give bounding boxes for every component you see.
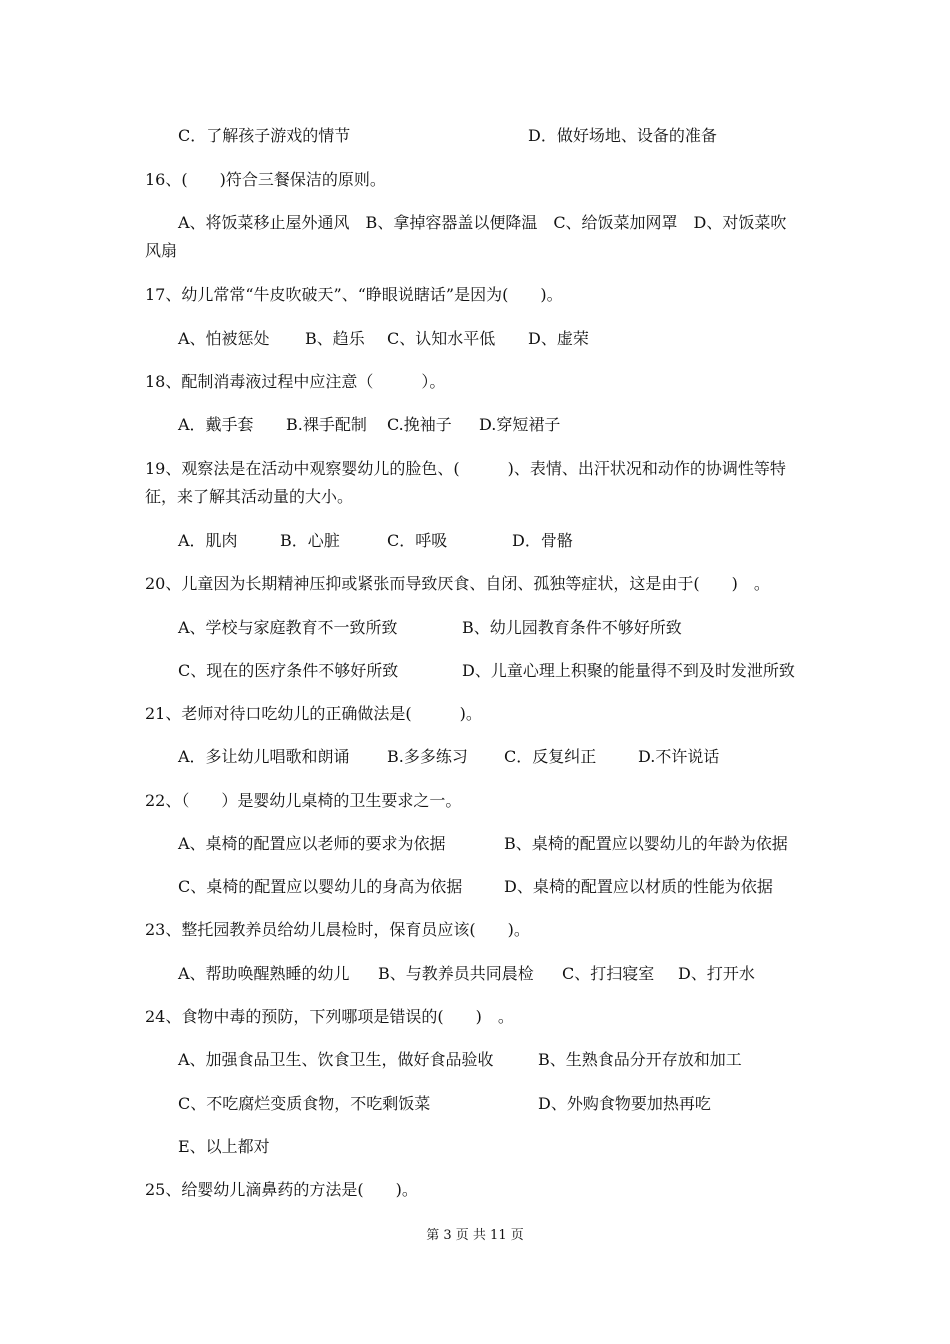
option-23d: D、打开水 [678, 964, 755, 983]
option-24b: B、生熟食品分开存放和加工 [538, 1050, 742, 1069]
option-18d: D.穿短裙子 [479, 415, 561, 434]
question-16: 16、( )符合三餐保洁的原则。 [145, 170, 386, 189]
option-24d: D、外购食物要加热再吃 [538, 1094, 711, 1113]
option-18a: A．戴手套 [178, 415, 254, 434]
question-23: 23、整托园教养员给幼儿晨检时，保育员应该( )。 [145, 920, 530, 939]
option-21b: B.多多练习 [387, 747, 468, 766]
option-24a: A、加强食品卫生、饮食卫生，做好食品验收 [178, 1050, 494, 1069]
option-19d: D．骨骼 [512, 531, 573, 550]
option-17b: B、趋乐 [305, 329, 365, 348]
option-20a: A、学校与家庭教育不一致所致 [178, 618, 398, 637]
question-24: 24、食物中毒的预防，下列哪项是错误的( ) 。 [145, 1007, 514, 1026]
option-17a: A、怕被惩处 [178, 329, 270, 348]
question-20: 20、儿童因为长期精神压抑或紧张而导致厌食、自闭、孤独等症状，这是由于( ) 。 [145, 574, 770, 593]
question-19: 19、观察法是在活动中观察婴幼儿的脸色、( )、表情、出汗状况和动作的协调性等特 [145, 459, 786, 478]
page-footer: 第 3 页 共 11 页 [426, 1228, 524, 1243]
option-21c: C．反复纠正 [504, 747, 597, 766]
option-17d: D、虚荣 [528, 329, 589, 348]
question-21: 21、老师对待口吃幼儿的正确做法是( )。 [145, 704, 482, 723]
question-25: 25、给婴幼儿滴鼻药的方法是( )。 [145, 1180, 418, 1199]
option-23a: A、帮助唤醒熟睡的幼儿 [178, 964, 350, 983]
option-24e: E、以上都对 [178, 1137, 270, 1156]
options-16: A、将饭菜移止屋外通风 B、拿掉容器盖以便降温 C、给饭菜加网罩 D、对饭菜吹 [178, 213, 787, 232]
option-20c: C、现在的医疗条件不够好所致 [178, 661, 399, 680]
option-21d: D.不许说话 [638, 747, 720, 766]
option-15d: D．做好场地、设备的准备 [528, 126, 717, 145]
option-22a: A、桌椅的配置应以老师的要求为依据 [178, 834, 446, 853]
option-20d: D、儿童心理上积聚的能量得不到及时发泄所致 [462, 661, 795, 680]
option-22d: D、桌椅的配置应以材质的性能为依据 [504, 877, 773, 896]
option-19b: B．心脏 [280, 531, 340, 550]
question-19-wrap: 征，来了解其活动量的大小。 [145, 487, 354, 506]
option-21a: A．多让幼儿唱歌和朗诵 [178, 747, 350, 766]
options-16-wrap: 风扇 [145, 241, 178, 260]
option-23b: B、与教养员共同晨检 [378, 964, 534, 983]
option-17c: C、认知水平低 [387, 329, 496, 348]
option-18c: C.挽袖子 [387, 415, 452, 434]
option-15c: C．了解孩子游戏的情节 [178, 126, 351, 145]
option-22c: C、桌椅的配置应以婴幼儿的身高为依据 [178, 877, 463, 896]
option-22b: B、桌椅的配置应以婴幼儿的年龄为依据 [504, 834, 788, 853]
question-18: 18、配制消毒液过程中应注意（ ）。 [145, 372, 446, 391]
option-24c: C、不吃腐烂变质食物，不吃剩饭菜 [178, 1094, 431, 1113]
option-19a: A．肌肉 [178, 531, 238, 550]
question-22: 22、（ ）是婴幼儿桌椅的卫生要求之一。 [145, 791, 462, 810]
option-23c: C、打扫寝室 [562, 964, 655, 983]
option-19c: C．呼吸 [387, 531, 448, 550]
option-18b: B.裸手配制 [286, 415, 367, 434]
question-17: 17、幼儿常常“牛皮吹破天”、“睁眼说瞎话”是因为( )。 [145, 285, 563, 304]
option-20b: B、幼儿园教育条件不够好所致 [462, 618, 682, 637]
